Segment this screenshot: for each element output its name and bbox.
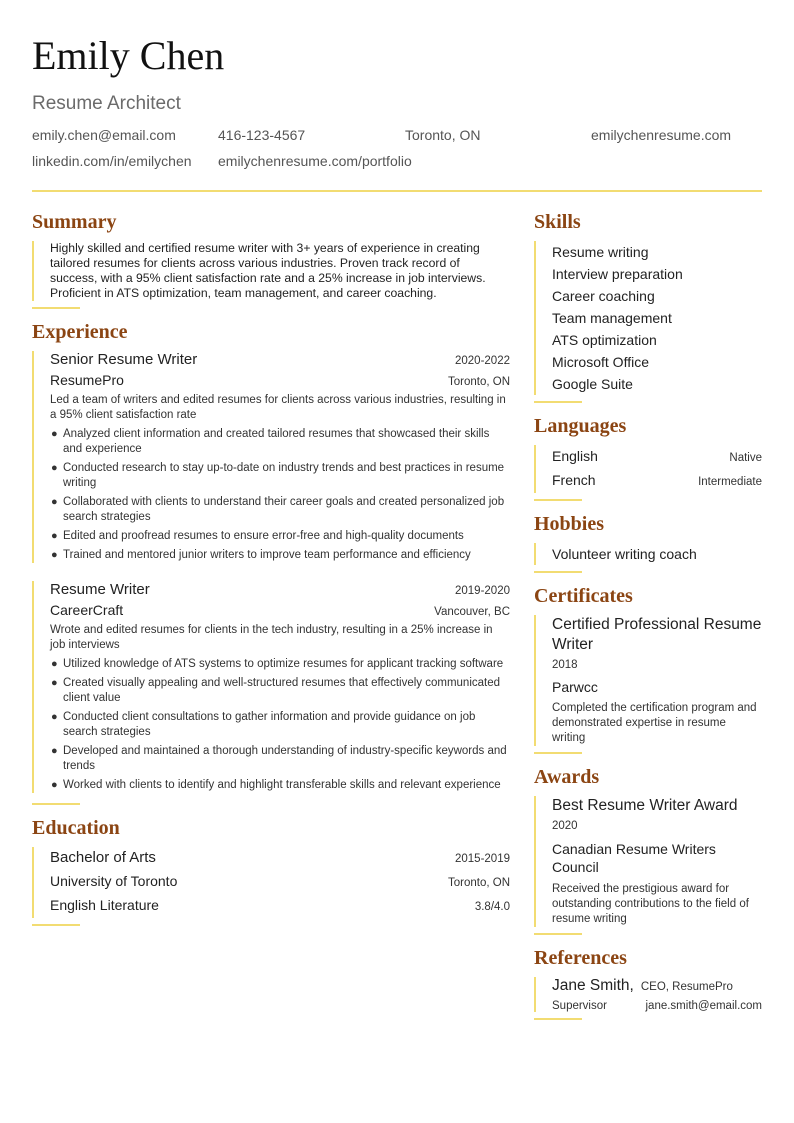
- resume-page: [32, 33, 762, 1012]
- references-heading: References: [534, 947, 627, 969]
- reference-entry: [534, 977, 762, 1012]
- section-divider: [534, 571, 582, 573]
- bullet-item: ● Conducted client consultations to gather information and provide guidance on job search strategies: [51, 711, 476, 738]
- skill-item: Google Suite: [552, 376, 633, 392]
- job-location: Vancouver, BC: [434, 606, 510, 618]
- job-entry: [32, 351, 510, 563]
- certificates-section: [534, 585, 762, 754]
- education-section: [32, 817, 510, 926]
- candidate-title: Resume Architect: [32, 93, 181, 114]
- award-name: Best Resume Writer Award: [552, 797, 738, 814]
- awards-heading: Awards: [534, 766, 600, 788]
- hobbies-section: [534, 513, 762, 573]
- languages-section: [534, 415, 762, 501]
- summary-text: Highly skilled and certified resume writer with 3+ years of experience in creating tailored resumes for clients across various industries. Proven track record of success, with a 95% client satisfaction rate and a 25% increase in job interviews. Proficient in ATS optimization, team management, and career coaching.: [50, 241, 486, 300]
- job-company: ResumePro: [50, 372, 124, 388]
- summary-heading: Summary: [32, 211, 117, 233]
- experience-heading: Experience: [32, 321, 128, 343]
- certificate-year: 2018: [552, 659, 578, 671]
- contact-website[interactable]: emilychenresume.com: [591, 127, 732, 143]
- languages-heading: Languages: [534, 415, 627, 437]
- certificate-issuer: Parwcc: [552, 679, 598, 695]
- skill-item: ATS optimization: [552, 332, 657, 348]
- bullet-item: ● Analyzed client information and created tailored resumes that showcased their skills and experience: [51, 428, 490, 455]
- bullet-text: Edited and proofread resumes to ensure error-free and high-quality documents: [63, 530, 464, 542]
- bullet-item: ● Utilized knowledge of ATS systems to optimize resumes for applicant tracking software: [51, 658, 504, 670]
- skills-list: [534, 241, 762, 395]
- skill-item: Microsoft Office: [552, 354, 649, 370]
- summary-body: [32, 241, 510, 301]
- contact-phone[interactable]: 416-123-4567: [218, 127, 306, 143]
- gpa: 3.8/4.0: [474, 901, 510, 913]
- certificate-name: Certified Professional Resume Writer: [552, 616, 762, 653]
- bullet-text: Analyzed client information and created tailored resumes that showcased their skills and experience: [63, 428, 490, 455]
- job-location: Toronto, ON: [448, 376, 510, 388]
- bullet-text: Created visually appealing and well-structured resumes that effectively communicated client value: [63, 677, 501, 704]
- degree: Bachelor of Arts: [50, 849, 156, 866]
- section-divider: [534, 1018, 582, 1020]
- references-section: [534, 947, 762, 1020]
- right-column: [534, 211, 762, 1032]
- section-divider: [32, 803, 80, 805]
- award-entry: [534, 796, 762, 927]
- section-divider: [32, 307, 80, 309]
- skill-item: Interview preparation: [552, 266, 683, 282]
- hobby-item: Volunteer writing coach: [552, 546, 697, 562]
- section-divider: [534, 499, 582, 501]
- hobbies-list: [534, 543, 762, 565]
- bullet-text: Developed and maintained a thorough understanding of industry-specific keywords and trends: [63, 745, 507, 772]
- certificates-heading: Certificates: [534, 585, 633, 607]
- job-bullets: [50, 657, 510, 793]
- bullet-item: ● Created visually appealing and well-structured resumes that effectively communicated client value: [51, 677, 501, 704]
- job-description: Wrote and edited resumes for clients in the tech industry, resulting in a 25% increase in job interviews: [50, 624, 493, 651]
- field-of-study: English Literature: [50, 897, 159, 913]
- experience-section: [32, 321, 510, 805]
- job-bullets: [50, 427, 510, 563]
- bullet-text: Collaborated with clients to understand their career goals and created personalized job search strategies: [63, 496, 505, 523]
- languages-list: [534, 445, 762, 493]
- contact-location: Toronto, ON: [405, 127, 481, 143]
- skill-item: Team management: [552, 310, 672, 326]
- language-level: Native: [729, 452, 762, 464]
- contact-linkedin[interactable]: linkedin.com/in/emilychen: [32, 153, 192, 169]
- bullet-item: ● Developed and maintained a thorough understanding of industry-specific keywords and trends: [51, 745, 507, 772]
- language-item: [552, 445, 762, 469]
- bullet-text: Conducted client consultations to gather information and provide guidance on job search strategies: [63, 711, 476, 738]
- candidate-name: Emily Chen: [32, 33, 225, 78]
- bullet-item: ● Trained and mentored junior writers to improve team performance and efficiency: [51, 549, 471, 561]
- header-divider: [32, 190, 762, 192]
- left-column: [32, 211, 510, 938]
- bullet-item: ● Worked with clients to identify and highlight transferable skills and relevant experience: [51, 779, 501, 791]
- school-location: Toronto, ON: [448, 877, 510, 889]
- skill-item: Resume writing: [552, 244, 649, 260]
- job-title: Resume Writer: [50, 581, 150, 598]
- school-name: University of Toronto: [50, 873, 178, 889]
- award-issuer: Canadian Resume Writers Council: [552, 841, 716, 875]
- award-year: 2020: [552, 820, 578, 832]
- skill-item: Career coaching: [552, 288, 655, 304]
- section-divider: [534, 933, 582, 935]
- section-divider: [32, 924, 80, 926]
- job-company: CareerCraft: [50, 602, 124, 618]
- job-dates: 2020-2022: [455, 355, 510, 367]
- bullet-item: ● Edited and proofread resumes to ensure error-free and high-quality documents: [51, 530, 464, 542]
- bullet-text: Utilized knowledge of ATS systems to optimize resumes for applicant tracking software: [63, 658, 504, 670]
- summary-section: [32, 211, 510, 309]
- bullet-text: Conducted research to stay up-to-date on industry trends and best practices in resume writing: [63, 462, 505, 489]
- education-heading: Education: [32, 817, 120, 839]
- award-description: Received the prestigious award for outstanding contributions to the field of resume writing: [552, 883, 749, 925]
- certificate-description: Completed the certification program and demonstrated expertise in resume writing: [552, 702, 757, 744]
- education-dates: 2015-2019: [455, 853, 510, 865]
- section-divider: [534, 752, 582, 754]
- skills-section: [534, 211, 762, 403]
- language-name: English: [552, 448, 598, 464]
- awards-section: [534, 766, 762, 935]
- bullet-text: Trained and mentored junior writers to improve team performance and efficiency: [63, 549, 471, 561]
- language-name: French: [552, 472, 596, 488]
- job-description: Led a team of writers and edited resumes for clients across various industries, resulting in a 95% client satisfaction rate: [50, 394, 506, 421]
- contact-info: [32, 127, 762, 179]
- job-title: Senior Resume Writer: [50, 351, 198, 368]
- hobbies-heading: Hobbies: [534, 513, 605, 535]
- education-body: [32, 847, 510, 918]
- contact-email[interactable]: emily.chen@email.com: [32, 127, 176, 143]
- language-item: [552, 469, 762, 493]
- language-level: Intermediate: [698, 476, 762, 488]
- bullet-item: ● Collaborated with clients to understand their career goals and created personalized job search strategies: [51, 496, 505, 523]
- skills-heading: Skills: [534, 211, 581, 233]
- reference-relation: Supervisor: [552, 1000, 607, 1012]
- section-divider: [534, 401, 582, 403]
- job-dates: 2019-2020: [455, 585, 510, 597]
- job-entry: [32, 581, 510, 793]
- bullet-item: ● Conducted research to stay up-to-date on industry trends and best practices in resume writing: [51, 462, 505, 489]
- certificate-entry: [534, 615, 762, 746]
- bullet-text: Worked with clients to identify and highlight transferable skills and relevant experience: [63, 779, 501, 791]
- reference-email[interactable]: jane.smith@email.com: [645, 1000, 762, 1012]
- reference-role: CEO, ResumePro: [640, 981, 733, 993]
- contact-portfolio[interactable]: emilychenresume.com/portfolio: [218, 153, 412, 169]
- reference-name: Jane Smith,: [552, 977, 634, 994]
